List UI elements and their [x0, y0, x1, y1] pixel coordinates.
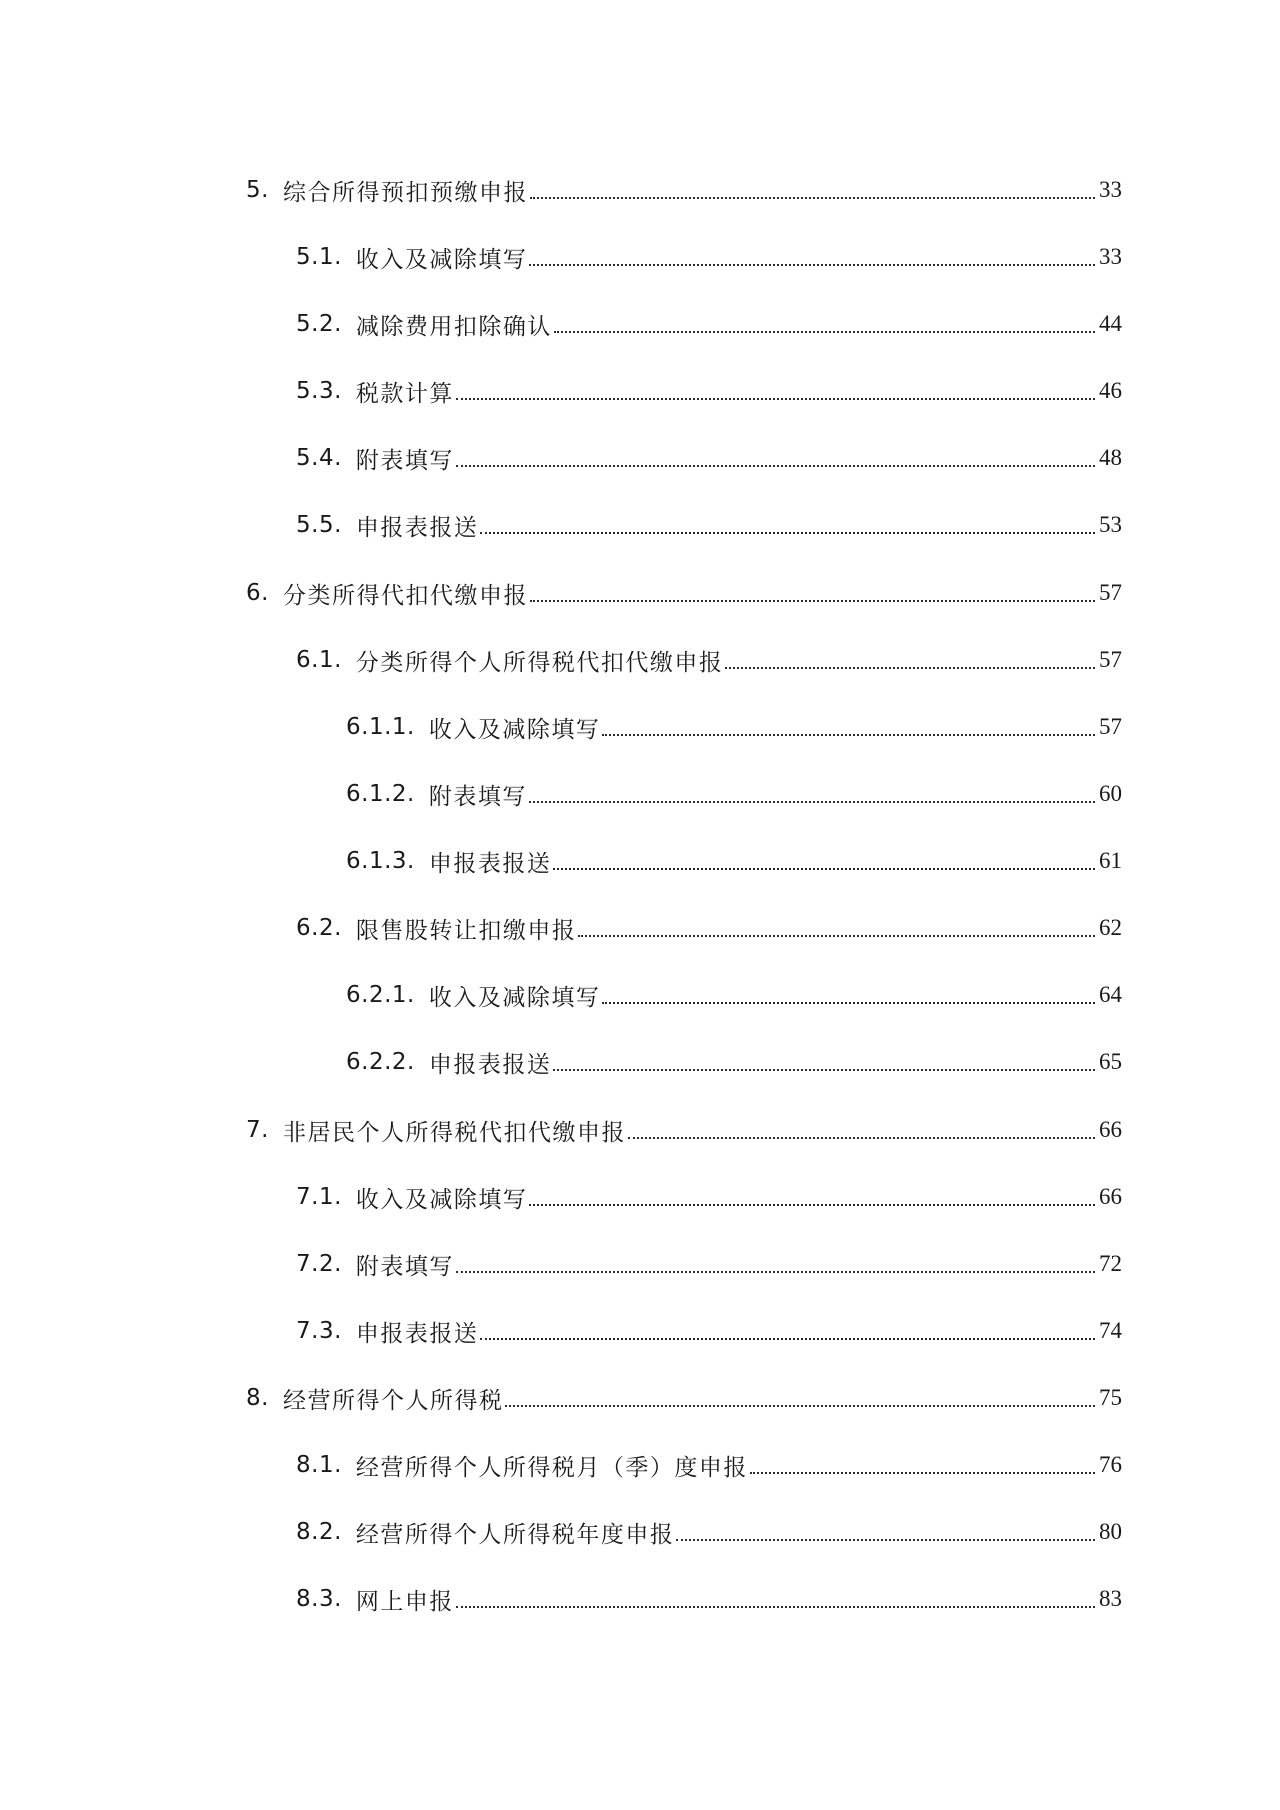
toc-entry-number: 6.1.1.: [346, 714, 415, 740]
toc-entry-title: 申报表报送: [355, 1320, 479, 1347]
toc-entry-page: 64: [1099, 982, 1122, 1007]
toc-entry-number: 5.2.: [296, 311, 342, 337]
toc-dot-leader: [530, 197, 1095, 199]
toc-entry[interactable]: [246, 1378, 1122, 1418]
toc-entry[interactable]: [246, 573, 1122, 613]
toc-entry-page: 74: [1099, 1318, 1122, 1343]
toc-entry-number: 5.5.: [296, 512, 342, 538]
toc-entry-title: 收入及减除填写: [428, 984, 601, 1011]
toc-entry-number: 7.: [246, 1117, 269, 1143]
toc-entry-number: 8.: [246, 1385, 269, 1411]
toc-entry-title: 网上申报: [355, 1588, 454, 1615]
toc-entry-title: 税款计算: [355, 380, 454, 407]
toc-entry[interactable]: [296, 237, 1122, 277]
toc-entry-number: 6.2.2.: [346, 1049, 415, 1075]
toc-entry-number: 5.4.: [296, 445, 342, 471]
toc-entry-title: 分类所得代扣代缴申报: [282, 582, 528, 609]
toc-entry-number: 6.2.: [296, 915, 342, 941]
toc-entry-number: 8.1.: [296, 1452, 342, 1478]
toc-entry-page: 53: [1099, 512, 1122, 537]
toc-entry-number: 7.1.: [296, 1184, 342, 1210]
toc-dot-leader: [529, 801, 1095, 803]
toc-entry[interactable]: [296, 1512, 1122, 1552]
toc-entry[interactable]: [296, 1579, 1122, 1619]
toc-entry-page: 57: [1099, 714, 1122, 739]
toc-entry-title: 申报表报送: [428, 850, 552, 877]
toc-entry-page: 62: [1099, 915, 1122, 940]
toc-entry[interactable]: [296, 505, 1122, 545]
toc-dot-leader: [602, 1002, 1095, 1004]
toc-dot-leader: [480, 1338, 1095, 1340]
toc-entry-page: 66: [1099, 1184, 1122, 1209]
toc-entry[interactable]: [296, 304, 1122, 344]
toc-dot-leader: [750, 1472, 1095, 1474]
toc-entry-title: 附表填写: [355, 1253, 454, 1280]
toc-entry-page: 33: [1099, 177, 1122, 202]
toc-entry-page: 46: [1099, 378, 1122, 403]
toc-entry[interactable]: [346, 707, 1122, 747]
toc-entry-number: 7.3.: [296, 1318, 342, 1344]
toc-entry-number: 6.: [246, 580, 269, 606]
toc-entry[interactable]: [296, 371, 1122, 411]
toc-entry-number: 8.2.: [296, 1519, 342, 1545]
toc-entry-number: 7.2.: [296, 1251, 342, 1277]
toc-entry-title: 申报表报送: [428, 1051, 552, 1078]
toc-entry-title: 经营所得个人所得税月（季）度申报: [355, 1454, 748, 1481]
toc-entry-number: 6.1.: [296, 647, 342, 673]
toc-entry-title: 经营所得个人所得税年度申报: [355, 1521, 675, 1548]
toc-entry-number: 6.1.3.: [346, 848, 415, 874]
toc-entry-number: 6.2.1.: [346, 982, 415, 1008]
toc-entry-page: 57: [1099, 580, 1122, 605]
toc-entry-page: 75: [1099, 1385, 1122, 1410]
toc-dot-leader: [529, 1204, 1095, 1206]
toc-entry-page: 76: [1099, 1452, 1122, 1477]
toc-entry-page: 72: [1099, 1251, 1122, 1276]
toc-entry[interactable]: [296, 908, 1122, 948]
toc-entry-title: 非居民个人所得税代扣代缴申报: [282, 1119, 626, 1146]
toc-entry-title: 收入及减除填写: [428, 716, 601, 743]
toc-entry[interactable]: [346, 975, 1122, 1015]
toc-dot-leader: [529, 264, 1095, 266]
toc-entry[interactable]: [296, 1244, 1122, 1284]
toc-dot-leader: [628, 1137, 1095, 1139]
toc-dot-leader: [456, 1271, 1095, 1273]
toc-entry[interactable]: [296, 640, 1122, 680]
toc-entry[interactable]: [346, 841, 1122, 881]
toc-entry-title: 附表填写: [355, 447, 454, 474]
toc-entry-page: 83: [1099, 1586, 1122, 1611]
toc-dot-leader: [480, 532, 1095, 534]
toc-entry-number: 5.3.: [296, 378, 342, 404]
toc-entry[interactable]: [346, 774, 1122, 814]
toc-dot-leader: [505, 1405, 1095, 1407]
toc-entry-title: 减除费用扣除确认: [355, 313, 552, 340]
toc-entry-title: 申报表报送: [355, 514, 479, 541]
toc-dot-leader: [578, 935, 1095, 937]
toc-dot-leader: [554, 331, 1095, 333]
toc-entry[interactable]: [296, 438, 1122, 478]
toc-entry-page: 80: [1099, 1519, 1122, 1544]
toc-entry-number: 8.3.: [296, 1586, 342, 1612]
toc-entry-page: 33: [1099, 244, 1122, 269]
toc-entry-page: 60: [1099, 781, 1122, 806]
toc-entry[interactable]: [296, 1445, 1122, 1485]
toc-entry-title: 综合所得预扣预缴申报: [282, 179, 528, 206]
toc-entry-title: 分类所得个人所得税代扣代缴申报: [355, 649, 724, 676]
toc-dot-leader: [676, 1539, 1095, 1541]
toc-entry-page: 57: [1099, 647, 1122, 672]
toc-entry-page: 65: [1099, 1049, 1122, 1074]
toc-entry-title: 经营所得个人所得税: [282, 1387, 504, 1414]
toc-entry[interactable]: [296, 1177, 1122, 1217]
toc-dot-leader: [553, 1069, 1095, 1071]
toc-entry-title: 限售股转让扣缴申报: [355, 917, 577, 944]
toc-entry-title: 附表填写: [428, 783, 527, 810]
toc-dot-leader: [456, 398, 1095, 400]
toc-entry-page: 44: [1099, 311, 1122, 336]
toc-entry-page: 66: [1099, 1117, 1122, 1142]
toc-entry-number: 5.1.: [296, 244, 342, 270]
toc-entry-page: 48: [1099, 445, 1122, 470]
toc-entry[interactable]: [246, 170, 1122, 210]
toc-dot-leader: [553, 868, 1095, 870]
toc-entry-number: 6.1.2.: [346, 781, 415, 807]
toc-dot-leader: [530, 600, 1095, 602]
toc-entry-number: 5.: [246, 177, 269, 203]
toc-entry[interactable]: [246, 1110, 1122, 1150]
toc-entry-title: 收入及减除填写: [355, 1186, 528, 1213]
toc-entry-title: 收入及减除填写: [355, 246, 528, 273]
toc-entry-page: 61: [1099, 848, 1122, 873]
toc-dot-leader: [456, 465, 1095, 467]
toc-dot-leader: [602, 734, 1095, 736]
toc-entry[interactable]: [296, 1311, 1122, 1351]
toc-dot-leader: [725, 667, 1095, 669]
toc-dot-leader: [456, 1606, 1095, 1608]
toc-entry[interactable]: [346, 1042, 1122, 1082]
